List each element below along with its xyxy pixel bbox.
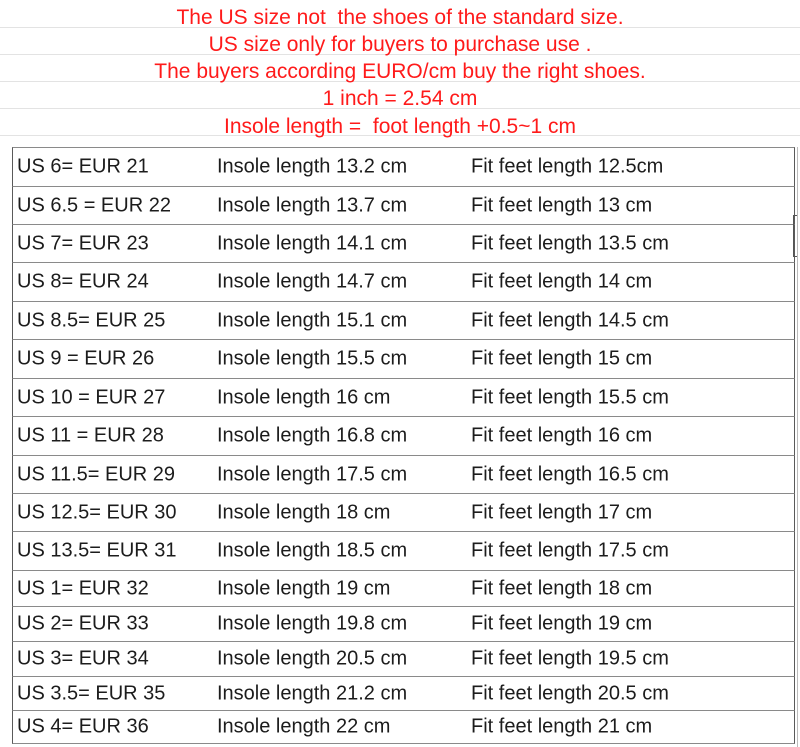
us-eur-size-cell: US 6.5 = EUR 22: [17, 194, 171, 216]
fit-feet-length-cell: Fit feet length 14.5 cm: [471, 309, 669, 331]
table-row[interactable]: [12, 710, 795, 744]
fit-feet-length-cell: Fit feet length 18 cm: [471, 577, 653, 599]
us-eur-size-cell: US 1= EUR 32: [17, 577, 149, 599]
note-line-2: US size only for buyers to purchase use .: [208, 33, 592, 56]
insole-length-cell: Insole length 18 cm: [217, 501, 391, 523]
us-eur-size-cell: US 4= EUR 36: [17, 715, 149, 738]
us-eur-size-cell: US 6= EUR 21: [17, 155, 149, 178]
us-eur-size-cell: US 11 = EUR 28: [17, 424, 164, 447]
fit-feet-length-cell: Fit feet length 19.5 cm: [471, 647, 669, 670]
cell-selection-cursor: [793, 215, 797, 257]
note-line-1: The US size not the shoes of the standard size.: [176, 6, 624, 29]
us-eur-size-cell: US 12.5= EUR 30: [17, 501, 177, 523]
fit-feet-length-cell: Fit feet length 17.5 cm: [471, 539, 669, 562]
fit-feet-length-cell: Fit feet length 15 cm: [471, 347, 653, 370]
us-eur-size-cell: US 7= EUR 23: [17, 232, 149, 254]
sheet-gridline: [797, 147, 798, 747]
us-eur-size-cell: US 8.5= EUR 25: [17, 309, 166, 331]
us-eur-size-cell: US 3.5= EUR 35: [17, 682, 166, 704]
insole-length-cell: Insole length 19 cm: [217, 577, 391, 599]
insole-length-cell: Insole length 15.5 cm: [217, 347, 408, 370]
note-line-3: The buyers according EURO/cm buy the right shoes.: [154, 60, 646, 83]
table-row[interactable]: [12, 606, 795, 641]
insole-length-cell: Insole length 13.2 cm: [217, 155, 408, 178]
fit-feet-length-cell: Fit feet length 19 cm: [471, 612, 653, 635]
us-eur-size-cell: US 8= EUR 24: [17, 270, 149, 293]
fit-feet-length-cell: Fit feet length 20.5 cm: [471, 682, 669, 704]
insole-length-cell: Insole length 17.5 cm: [217, 463, 408, 485]
table-row[interactable]: [12, 676, 795, 710]
insole-length-cell: Insole length 16.8 cm: [217, 424, 408, 447]
insole-length-cell: Insole length 13.7 cm: [217, 194, 408, 216]
fit-feet-length-cell: Fit feet length 16 cm: [471, 424, 653, 447]
insole-length-cell: Insole length 22 cm: [217, 715, 391, 738]
table-row[interactable]: [12, 531, 795, 570]
table-row[interactable]: [12, 224, 795, 262]
table-row[interactable]: [12, 570, 795, 606]
insole-length-cell: Insole length 16 cm: [217, 386, 391, 408]
table-row[interactable]: [12, 455, 795, 493]
insole-length-cell: Insole length 19.8 cm: [217, 612, 408, 635]
fit-feet-length-cell: Fit feet length 12.5cm: [471, 155, 664, 178]
table-row[interactable]: [12, 378, 795, 416]
us-eur-size-cell: US 10 = EUR 27: [17, 386, 166, 408]
note-line-4: 1 inch = 2.54 cm: [322, 87, 478, 110]
table-row[interactable]: [12, 641, 795, 676]
note-line-5: Insole length = foot length +0.5~1 cm: [224, 115, 576, 138]
fit-feet-length-cell: Fit feet length 21 cm: [471, 715, 653, 738]
fit-feet-length-cell: Fit feet length 14 cm: [471, 270, 653, 293]
fit-feet-length-cell: Fit feet length 13 cm: [471, 194, 653, 216]
fit-feet-length-cell: Fit feet length 15.5 cm: [471, 386, 669, 408]
insole-length-cell: Insole length 14.7 cm: [217, 270, 408, 293]
us-eur-size-cell: US 2= EUR 33: [17, 612, 149, 635]
table-row[interactable]: [12, 339, 795, 378]
table-row[interactable]: [12, 301, 795, 339]
us-eur-size-cell: US 11.5= EUR 29: [17, 463, 176, 485]
us-eur-size-cell: US 3= EUR 34: [17, 647, 149, 670]
table-row[interactable]: [12, 262, 795, 301]
table-row[interactable]: [12, 493, 795, 531]
table-row[interactable]: [12, 416, 795, 455]
insole-length-cell: Insole length 14.1 cm: [217, 232, 408, 254]
insole-length-cell: Insole length 21.2 cm: [217, 682, 408, 704]
table-row[interactable]: [12, 147, 795, 186]
insole-length-cell: Insole length 18.5 cm: [217, 539, 408, 562]
fit-feet-length-cell: Fit feet length 16.5 cm: [471, 463, 669, 485]
us-eur-size-cell: US 13.5= EUR 31: [17, 539, 177, 562]
fit-feet-length-cell: Fit feet length 13.5 cm: [471, 232, 669, 254]
fit-feet-length-cell: Fit feet length 17 cm: [471, 501, 653, 523]
us-eur-size-cell: US 9 = EUR 26: [17, 347, 155, 370]
insole-length-cell: Insole length 15.1 cm: [217, 309, 408, 331]
table-row[interactable]: [12, 186, 795, 224]
size-note-header: [0, 0, 800, 147]
insole-length-cell: Insole length 20.5 cm: [217, 647, 408, 670]
